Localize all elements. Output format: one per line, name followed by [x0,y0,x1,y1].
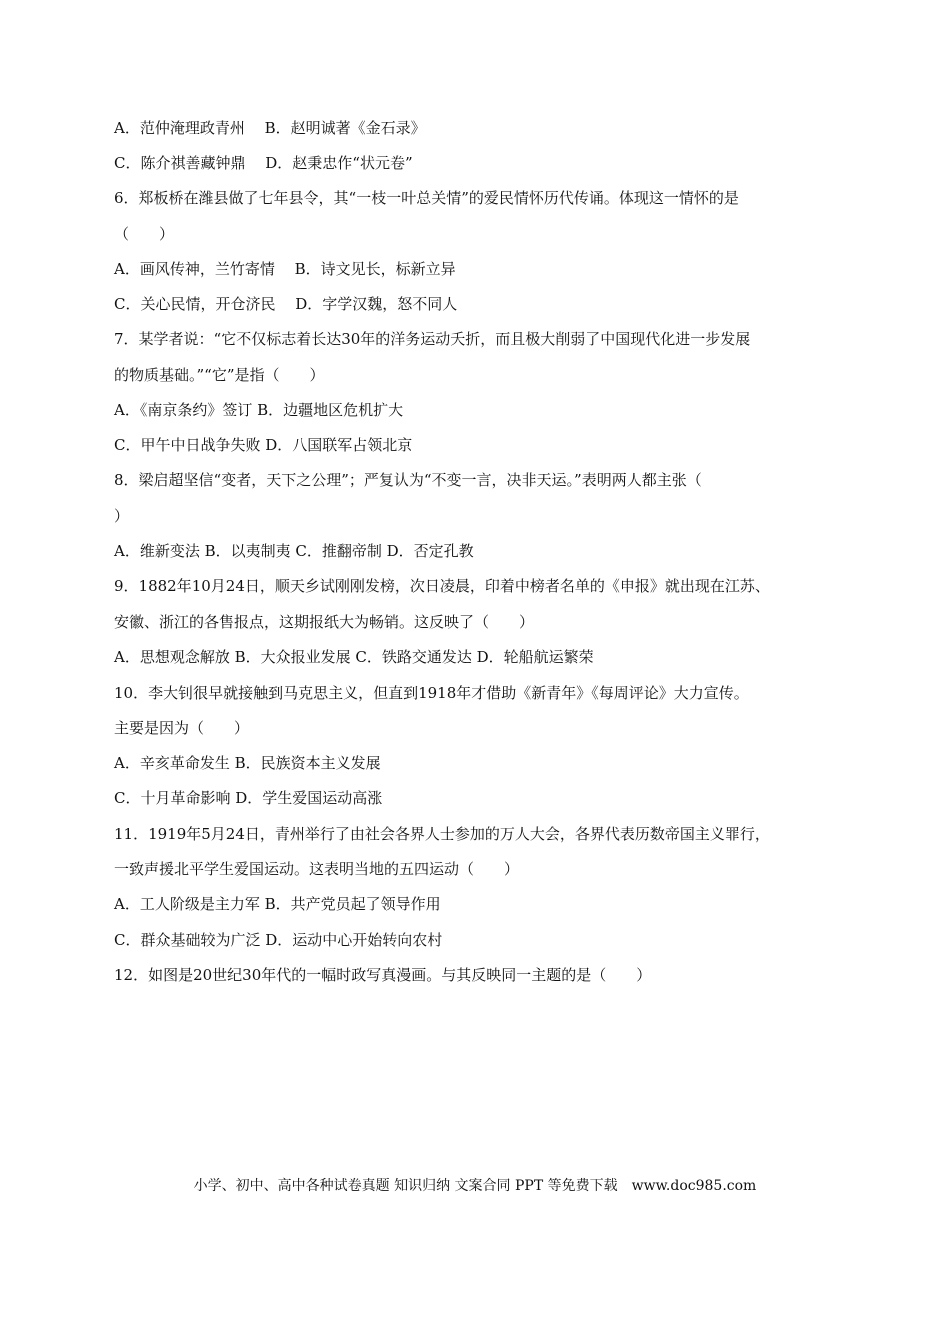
question-6-text: 6．郑板桥在潍县做了七年县令，其“一枝一叶总关情”的爱民情怀历代传诵。体现这一情怀的是 [114,189,739,207]
option-line: A．辛亥革命发生 B．民族资本主义发展 [114,754,381,772]
question-6-blank: （ ） [114,225,175,243]
option-line: C．群众基础较为广泛 D．运动中心开始转向农村 [114,931,443,949]
option-line: A．范仲淹理政青州 B．赵明诚著《金石录》 [114,119,426,137]
question-9-text-cont: 安徽、浙江的各售报点，这期报纸大为畅销。这反映了（ ） [114,613,535,631]
question-11-text: 11．1919年5月24日，青州举行了由社会各界人士参加的万人大会，各界代表历数帝国主义罪行， [114,825,770,843]
option-line: A．《南京条约》签订 B．边疆地区危机扩大 [114,401,404,419]
question-12-text: 12．如图是20世纪30年代的一幅时政写真漫画。与其反映同一主题的是（ ） [114,966,652,984]
option-line: C．关心民情，开仓济民 D．字学汉魏，怒不同人 [114,295,458,313]
question-8-blank: ） [114,507,130,525]
option-line: A．工人阶级是主力军 B．共产党员起了领导作用 [114,895,441,913]
question-10-text-cont: 主要是因为（ ） [114,719,250,737]
question-10-text: 10．李大钊很早就接触到马克思主义，但直到1918年才借助《新青年》《每周评论》大力宣传。 [114,684,749,702]
question-7-text-cont: 的物质基础。”“它”是指（ ） [114,366,325,384]
option-line: C．十月革命影响 D．学生爱国运动高涨 [114,789,383,807]
option-line: C．甲午中日战争失败 D．八国联军占领北京 [114,436,413,454]
option-line: C．陈介祺善藏钟鼎 D．赵秉忠作“状元卷” [114,154,413,172]
question-8-text: 8．梁启超坚信“变者，天下之公理”；严复认为“不变一言，决非天运。”表明两人都主张（ [114,471,702,489]
question-9-text: 9．1882年10月24日，顺天乡试刚刚发榜，次日凌晨，印着中榜者名单的《申报》就出现在江苏、 [114,577,770,595]
question-11-text-cont: 一致声援北平学生爱国运动。这表明当地的五四运动（ ） [114,860,520,878]
option-line: A．思想观念解放 B．大众报业发展 C．铁路交通发达 D．轮船航运繁荣 [114,648,594,666]
option-line: A．维新变法 B．以夷制夷 C．推翻帝制 D．否定孔教 [114,542,474,560]
option-line: A．画风传神，兰竹寄情 B．诗文见长，标新立异 [114,260,456,278]
question-7-text: 7．某学者说：“它不仅标志着长达30年的洋务运动夭折，而且极大削弱了中国现代化进一步发展 [114,330,751,348]
page-footer: 小学、初中、高中各种试卷真题 知识归纳 文案合同 PPT 等免费下载 www.doc985.com [193,1178,757,1194]
